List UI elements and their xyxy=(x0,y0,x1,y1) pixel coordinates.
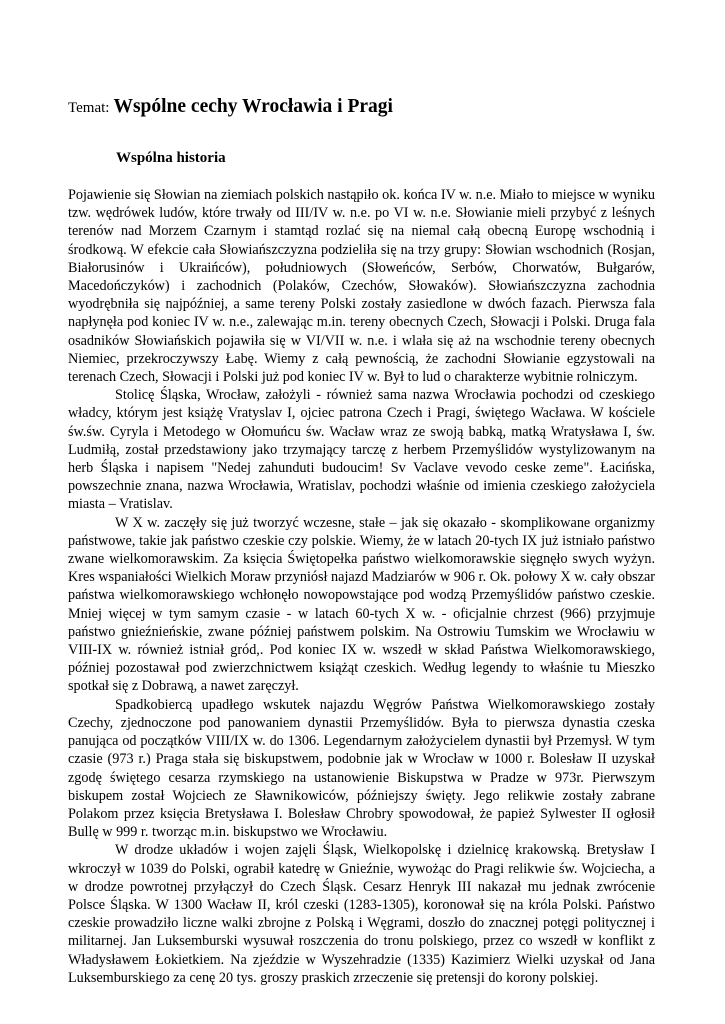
body-text xyxy=(68,186,655,987)
paragraph: Pojawienie się Słowian na ziemiach polskich nastąpiło ok. końca IV w. n.e. Miało to miejsce w wyniku tzw. wędrówek ludów, które trwały od III/IV w. n.e. po VI w. n.e. Słowianie mieli przybyć z leśnych terenów nad Morzem Czarnym i stamtąd rozlać się na niemal całą obecną Europę wschodnią i środkową. W efekcie cała Słowiańszczyzna podzieliła się na trzy grupy: Słowian wschodnich (Rosjan, Białorusinów i Ukraińców), południowych (Słoweńców, Serbów, Chorwatów, Bułgarów, Macedończyków) i zachodnich (Polaków, Czechów, Słowaków). Słowiańszczyzna zachodnia wyodrębniła się najpóźniej, a same tereny Polski zostały zasiedlone w dwóch fazach. Pierwsza fala napłynęła pod koniec IV w. n.e., zalewając m.in. tereny obecnych Czech, Słowacji i Polski. Druga fala osadników Słowiańskich pojawiła się w VI/VII w. n.e. i wlała się aż na wschodnie tereny obecnych Niemiec, przekroczywszy Łabę. Wiemy z całą pewnością, że zachodni Słowianie egzystowali na terenach Czech, Słowacji i Polski już pod koniec IV w. Był to lud o charakterze wybitnie rolniczym. xyxy=(68,187,655,386)
paragraph: W X w. zaczęły się już tworzyć wczesne, stałe – jak się okazało - skomplikowane organizmy państwowe, takie jak państwo czeskie czy polskie. Wiemy, że w latach 20-tych IX już istniało państwo zwane wielkomorawskim. Za księcia Świętopełka państwo wielkomorawskie sięgnęło swych wyżyn. Kres wspaniałości Wielkich Moraw przyniósł najazd Madziarów w 906 r. Ok. połowy X w. cały obszar państwa wielkomorawskiego wchłonęło nowopowstające pod wodzą Przemyślidów państwo czeskie. Mniej więcej w tym samym czasie - w latach 60-tych X w. - oficjalnie chrzest (966) przyjmuje państwo gnieźnieńskie, zwane później państwem polskim. Na Ostrowiu Tumskim we Wrocławiu w VIII-IX w. również istniał gród,. Pod koniec IX w. wszedł w skład Państwa Wielkomorawskiego, później pozostawał pod zwierzchnictwem książąt czeskich. Według legendy to właśnie tu Mieszko spotkał się z Dobrawą, a nawet zaręczył. xyxy=(68,514,655,695)
topic-label: Temat: xyxy=(68,100,110,116)
document-title: Wspólne cechy Wrocławia i Pragi xyxy=(113,96,393,117)
topic-line xyxy=(68,96,668,118)
paragraph: Spadkobiercą upadłego wskutek najazdu Węgrów Państwa Wielkomorawskiego zostały Czechy, zjednoczone pod panowaniem dynastii Przemyślidów. Była to pierwsza dynastia czeska panująca od początków VIII/IX w. do 1306. Legendarnym założycielem dynastii był Przemysł. W tym czasie (973 r.) Praga stała się biskupstwem, podobnie jak w Wrocław w 1000 r. Bolesław II uzyskał zgodę świętego cesarza rzymskiego na ustanowienie Biskupstwa w Pradze w 973r. Pierwszym biskupem został Wojciech ze Sławnikowiców, późniejszy święty. Jego relikwie zostały zabrane Polakom przez księcia Bretysława I. Bolesław Chrobry spowodował, że papież Sylwester II ogłosił Bullę w 999 r. tworząc m.in. biskupstwo we Wrocławiu. xyxy=(68,696,655,841)
paragraph: W drodze układów i wojen zajęli Śląsk, Wielkopolskę i dzielnicę krakowską. Bretysław I wkroczył w 1039 do Polski, ograbił katedrę w Gnieźnie, wywożąc do Pragi relikwie św. Wojciecha, a w drodze powrotnej przyłączył do Czech Śląsk. Cesarz Henryk III nakazał mu jednak zwrócenie Polsce Śląska. W 1300 Wacław II, król czeski (1283-1305), koronował się na króla Polski. Państwo czeskie prowadziło liczne walki zbrojne z Polską i Węgrami, doszło do znacznej potęgi politycznej i militarnej. Jan Luksemburski wysuwał roszczenia do tronu polskiego, przez co wszedł w konflikt z Władysławem Łokietkiem. Na zjeździe w Wyszehradzie (1335) Kazimierz Wielki uzyskał od Jana Luksemburskiego za cenę 20 tys. groszy praskich zrzeczenie się pretensji do korony polskiej. xyxy=(68,842,655,986)
paragraph: Stolicę Śląska, Wrocław, założyli - również sama nazwa Wrocławia pochodzi od czeskiego władcy, którym jest książę Vratyslav I, ojciec patrona Czech i Pragi, świętego Wacława. W kościele św.św. Cyryla i Metodego w Ołomuńcu św. Wacław wraz ze swoją babką, matką Wratysława I, św. Ludmiłą, został przedstawiony jako trzymający tarczę z herbem Przemyślidów wystylizowanym na herb Śląska i napisem "Nedej zahunduti budoucim! Sv Vaclave vevodo ceske zeme". Łacińska, powszechnie znana, nazwa Wrocławia, Wratislav, pochodzi właśnie od imienia czeskiego założyciela miasta – Vratislav. xyxy=(68,387,655,513)
section-heading: Wspólna historia xyxy=(116,150,226,166)
